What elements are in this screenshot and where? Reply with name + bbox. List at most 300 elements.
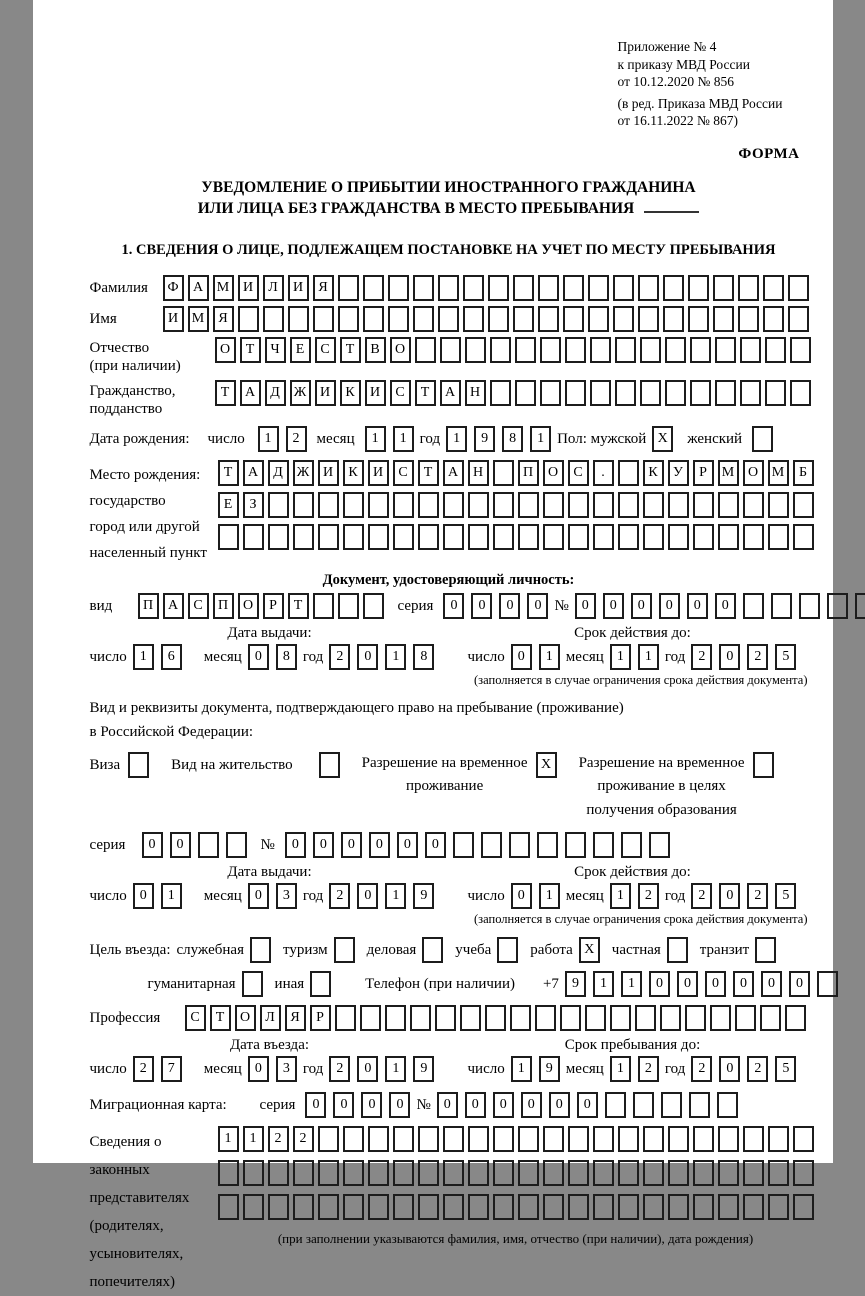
char-cell[interactable]: [752, 426, 773, 452]
char-cell[interactable]: Т: [218, 460, 239, 486]
char-cell[interactable]: [363, 275, 384, 301]
char-cell[interactable]: А: [440, 380, 461, 406]
char-cell[interactable]: [335, 1005, 356, 1031]
char-cell[interactable]: [743, 1194, 764, 1220]
char-cell[interactable]: 0: [499, 593, 520, 619]
char-cell[interactable]: [293, 492, 314, 518]
char-cell[interactable]: [543, 1160, 564, 1186]
char-cell[interactable]: 9: [539, 1056, 560, 1082]
char-cell[interactable]: [218, 524, 239, 550]
char-cell[interactable]: [568, 492, 589, 518]
char-cell[interactable]: [565, 832, 586, 858]
char-cell[interactable]: [661, 1092, 682, 1118]
char-cell[interactable]: [518, 1160, 539, 1186]
char-cell[interactable]: [817, 971, 838, 997]
char-cell[interactable]: К: [343, 460, 364, 486]
char-cell[interactable]: 9: [413, 883, 434, 909]
char-cell[interactable]: [313, 306, 334, 332]
char-cell[interactable]: 0: [511, 883, 532, 909]
char-cell[interactable]: [490, 337, 511, 363]
char-cell[interactable]: [763, 275, 784, 301]
char-cell[interactable]: [718, 1126, 739, 1152]
char-cell[interactable]: И: [365, 380, 386, 406]
char-cell[interactable]: [568, 1126, 589, 1152]
char-cell[interactable]: [753, 752, 774, 778]
char-cell[interactable]: [715, 337, 736, 363]
char-cell[interactable]: [685, 1005, 706, 1031]
char-cell[interactable]: [718, 524, 739, 550]
char-cell[interactable]: [738, 306, 759, 332]
char-cell[interactable]: [613, 306, 634, 332]
char-cell[interactable]: [790, 380, 811, 406]
char-cell[interactable]: 9: [413, 1056, 434, 1082]
char-cell[interactable]: 2: [329, 883, 350, 909]
char-cell[interactable]: 1: [365, 426, 386, 452]
char-cell[interactable]: 9: [474, 426, 495, 452]
char-cell[interactable]: 0: [369, 832, 390, 858]
char-cell[interactable]: [610, 1005, 631, 1031]
char-cell[interactable]: 0: [465, 1092, 486, 1118]
char-cell[interactable]: [568, 524, 589, 550]
char-cell[interactable]: 2: [286, 426, 307, 452]
char-cell[interactable]: .: [593, 460, 614, 486]
char-cell[interactable]: А: [163, 593, 184, 619]
char-cell[interactable]: [667, 937, 688, 963]
char-cell[interactable]: [640, 380, 661, 406]
char-cell[interactable]: [768, 524, 789, 550]
char-cell[interactable]: [613, 275, 634, 301]
char-cell[interactable]: [793, 1194, 814, 1220]
char-cell[interactable]: 2: [691, 1056, 712, 1082]
char-cell[interactable]: [643, 524, 664, 550]
char-cell[interactable]: 0: [397, 832, 418, 858]
char-cell[interactable]: Е: [290, 337, 311, 363]
char-cell[interactable]: [543, 524, 564, 550]
char-cell[interactable]: 0: [659, 593, 680, 619]
char-cell[interactable]: [593, 1194, 614, 1220]
char-cell[interactable]: 0: [575, 593, 596, 619]
char-cell[interactable]: [243, 524, 264, 550]
char-cell[interactable]: [638, 275, 659, 301]
char-cell[interactable]: [318, 1160, 339, 1186]
char-cell[interactable]: [560, 1005, 581, 1031]
char-cell[interactable]: П: [213, 593, 234, 619]
char-cell[interactable]: О: [238, 593, 259, 619]
char-cell[interactable]: 0: [361, 1092, 382, 1118]
char-cell[interactable]: [593, 832, 614, 858]
char-cell[interactable]: [288, 306, 309, 332]
char-cell[interactable]: [668, 492, 689, 518]
char-cell[interactable]: [268, 1160, 289, 1186]
char-cell[interactable]: 2: [329, 1056, 350, 1082]
char-cell[interactable]: [313, 593, 334, 619]
char-cell[interactable]: 0: [549, 1092, 570, 1118]
char-cell[interactable]: [493, 524, 514, 550]
char-cell[interactable]: [293, 1160, 314, 1186]
char-cell[interactable]: 3: [276, 883, 297, 909]
char-cell[interactable]: [621, 832, 642, 858]
char-cell[interactable]: О: [215, 337, 236, 363]
char-cell[interactable]: [438, 275, 459, 301]
char-cell[interactable]: [418, 492, 439, 518]
char-cell[interactable]: [318, 1194, 339, 1220]
char-cell[interactable]: А: [188, 275, 209, 301]
char-cell[interactable]: [460, 1005, 481, 1031]
char-cell[interactable]: [363, 306, 384, 332]
char-cell[interactable]: [518, 1126, 539, 1152]
char-cell[interactable]: В: [365, 337, 386, 363]
char-cell[interactable]: [568, 1160, 589, 1186]
char-cell[interactable]: [643, 1160, 664, 1186]
char-cell[interactable]: [790, 337, 811, 363]
char-cell[interactable]: [468, 1126, 489, 1152]
char-cell[interactable]: Р: [263, 593, 284, 619]
char-cell[interactable]: [563, 306, 584, 332]
char-cell[interactable]: 1: [610, 883, 631, 909]
char-cell[interactable]: Т: [340, 337, 361, 363]
char-cell[interactable]: [468, 1194, 489, 1220]
char-cell[interactable]: Т: [418, 460, 439, 486]
char-cell[interactable]: [593, 1160, 614, 1186]
char-cell[interactable]: [263, 306, 284, 332]
char-cell[interactable]: X: [652, 426, 673, 452]
char-cell[interactable]: П: [138, 593, 159, 619]
char-cell[interactable]: X: [536, 752, 557, 778]
char-cell[interactable]: [343, 1160, 364, 1186]
char-cell[interactable]: [465, 337, 486, 363]
char-cell[interactable]: 2: [747, 1056, 768, 1082]
char-cell[interactable]: 1: [621, 971, 642, 997]
char-cell[interactable]: [238, 306, 259, 332]
char-cell[interactable]: [310, 971, 331, 997]
char-cell[interactable]: [771, 593, 792, 619]
char-cell[interactable]: А: [240, 380, 261, 406]
char-cell[interactable]: 0: [248, 644, 269, 670]
char-cell[interactable]: [668, 1194, 689, 1220]
char-cell[interactable]: К: [340, 380, 361, 406]
char-cell[interactable]: Н: [465, 380, 486, 406]
char-cell[interactable]: 0: [471, 593, 492, 619]
char-cell[interactable]: [740, 337, 761, 363]
char-cell[interactable]: [793, 1160, 814, 1186]
char-cell[interactable]: [535, 1005, 556, 1031]
char-cell[interactable]: 2: [133, 1056, 154, 1082]
char-cell[interactable]: 0: [719, 883, 740, 909]
char-cell[interactable]: М: [188, 306, 209, 332]
char-cell[interactable]: [713, 275, 734, 301]
char-cell[interactable]: 0: [705, 971, 726, 997]
char-cell[interactable]: [638, 306, 659, 332]
char-cell[interactable]: [493, 1160, 514, 1186]
char-cell[interactable]: 0: [313, 832, 334, 858]
char-cell[interactable]: 2: [691, 883, 712, 909]
char-cell[interactable]: [688, 275, 709, 301]
char-cell[interactable]: [788, 275, 809, 301]
char-cell[interactable]: Д: [265, 380, 286, 406]
char-cell[interactable]: 1: [539, 883, 560, 909]
char-cell[interactable]: [543, 492, 564, 518]
char-cell[interactable]: [710, 1005, 731, 1031]
char-cell[interactable]: [493, 492, 514, 518]
char-cell[interactable]: 0: [248, 883, 269, 909]
char-cell[interactable]: [435, 1005, 456, 1031]
char-cell[interactable]: [393, 1160, 414, 1186]
char-cell[interactable]: [509, 832, 530, 858]
char-cell[interactable]: [440, 337, 461, 363]
char-cell[interactable]: [443, 1126, 464, 1152]
char-cell[interactable]: [763, 306, 784, 332]
char-cell[interactable]: [393, 1126, 414, 1152]
char-cell[interactable]: 2: [691, 644, 712, 670]
char-cell[interactable]: [618, 524, 639, 550]
char-cell[interactable]: [268, 1194, 289, 1220]
char-cell[interactable]: [468, 524, 489, 550]
char-cell[interactable]: [518, 492, 539, 518]
char-cell[interactable]: [518, 524, 539, 550]
char-cell[interactable]: 5: [775, 1056, 796, 1082]
char-cell[interactable]: [768, 1194, 789, 1220]
char-cell[interactable]: 6: [161, 644, 182, 670]
char-cell[interactable]: [540, 380, 561, 406]
char-cell[interactable]: [493, 460, 514, 486]
char-cell[interactable]: 1: [610, 1056, 631, 1082]
char-cell[interactable]: [690, 337, 711, 363]
char-cell[interactable]: [615, 337, 636, 363]
char-cell[interactable]: [743, 492, 764, 518]
char-cell[interactable]: [689, 1092, 710, 1118]
char-cell[interactable]: С: [185, 1005, 206, 1031]
char-cell[interactable]: [463, 306, 484, 332]
char-cell[interactable]: [693, 524, 714, 550]
char-cell[interactable]: [743, 593, 764, 619]
char-cell[interactable]: [537, 832, 558, 858]
char-cell[interactable]: 0: [527, 593, 548, 619]
char-cell[interactable]: [635, 1005, 656, 1031]
char-cell[interactable]: [640, 337, 661, 363]
char-cell[interactable]: [453, 832, 474, 858]
char-cell[interactable]: 0: [443, 593, 464, 619]
char-cell[interactable]: А: [443, 460, 464, 486]
char-cell[interactable]: [418, 1126, 439, 1152]
char-cell[interactable]: [543, 1194, 564, 1220]
char-cell[interactable]: [293, 524, 314, 550]
char-cell[interactable]: [481, 832, 502, 858]
char-cell[interactable]: 5: [775, 883, 796, 909]
char-cell[interactable]: 0: [170, 832, 191, 858]
char-cell[interactable]: Е: [218, 492, 239, 518]
char-cell[interactable]: 0: [357, 644, 378, 670]
char-cell[interactable]: 0: [341, 832, 362, 858]
char-cell[interactable]: [368, 1126, 389, 1152]
char-cell[interactable]: [418, 1194, 439, 1220]
char-cell[interactable]: 8: [502, 426, 523, 452]
char-cell[interactable]: Б: [793, 460, 814, 486]
char-cell[interactable]: [618, 1194, 639, 1220]
char-cell[interactable]: 0: [511, 644, 532, 670]
char-cell[interactable]: [360, 1005, 381, 1031]
char-cell[interactable]: [588, 306, 609, 332]
char-cell[interactable]: [593, 492, 614, 518]
char-cell[interactable]: [443, 1194, 464, 1220]
char-cell[interactable]: [343, 1194, 364, 1220]
char-cell[interactable]: [418, 524, 439, 550]
char-cell[interactable]: [490, 380, 511, 406]
char-cell[interactable]: [513, 306, 534, 332]
char-cell[interactable]: [590, 380, 611, 406]
char-cell[interactable]: [510, 1005, 531, 1031]
char-cell[interactable]: 2: [268, 1126, 289, 1152]
char-cell[interactable]: 9: [565, 971, 586, 997]
char-cell[interactable]: [690, 380, 711, 406]
char-cell[interactable]: [438, 306, 459, 332]
char-cell[interactable]: 0: [687, 593, 708, 619]
char-cell[interactable]: 3: [276, 1056, 297, 1082]
char-cell[interactable]: [318, 1126, 339, 1152]
char-cell[interactable]: 0: [649, 971, 670, 997]
char-cell[interactable]: [799, 593, 820, 619]
char-cell[interactable]: [788, 306, 809, 332]
char-cell[interactable]: И: [318, 460, 339, 486]
char-cell[interactable]: [538, 306, 559, 332]
char-cell[interactable]: Р: [693, 460, 714, 486]
char-cell[interactable]: [422, 937, 443, 963]
char-cell[interactable]: З: [243, 492, 264, 518]
char-cell[interactable]: [293, 1194, 314, 1220]
char-cell[interactable]: 0: [677, 971, 698, 997]
char-cell[interactable]: Я: [213, 306, 234, 332]
char-cell[interactable]: 0: [719, 1056, 740, 1082]
char-cell[interactable]: [735, 1005, 756, 1031]
char-cell[interactable]: С: [568, 460, 589, 486]
char-cell[interactable]: [718, 492, 739, 518]
char-cell[interactable]: Л: [260, 1005, 281, 1031]
char-cell[interactable]: 2: [329, 644, 350, 670]
char-cell[interactable]: 0: [521, 1092, 542, 1118]
char-cell[interactable]: [334, 937, 355, 963]
char-cell[interactable]: [717, 1092, 738, 1118]
char-cell[interactable]: [718, 1194, 739, 1220]
char-cell[interactable]: Д: [268, 460, 289, 486]
char-cell[interactable]: [488, 306, 509, 332]
char-cell[interactable]: 1: [385, 644, 406, 670]
char-cell[interactable]: [443, 524, 464, 550]
char-cell[interactable]: 0: [142, 832, 163, 858]
char-cell[interactable]: [368, 492, 389, 518]
char-cell[interactable]: [319, 752, 340, 778]
char-cell[interactable]: [618, 1160, 639, 1186]
char-cell[interactable]: 0: [305, 1092, 326, 1118]
char-cell[interactable]: 0: [248, 1056, 269, 1082]
char-cell[interactable]: [493, 1126, 514, 1152]
char-cell[interactable]: [668, 1126, 689, 1152]
char-cell[interactable]: И: [288, 275, 309, 301]
char-cell[interactable]: [338, 275, 359, 301]
char-cell[interactable]: 2: [638, 883, 659, 909]
char-cell[interactable]: [693, 1126, 714, 1152]
char-cell[interactable]: X: [579, 937, 600, 963]
char-cell[interactable]: [713, 306, 734, 332]
char-cell[interactable]: [218, 1160, 239, 1186]
char-cell[interactable]: С: [315, 337, 336, 363]
char-cell[interactable]: 1: [593, 971, 614, 997]
char-cell[interactable]: [668, 1160, 689, 1186]
char-cell[interactable]: [385, 1005, 406, 1031]
char-cell[interactable]: 0: [357, 1056, 378, 1082]
char-cell[interactable]: И: [238, 275, 259, 301]
char-cell[interactable]: [515, 380, 536, 406]
char-cell[interactable]: [418, 1160, 439, 1186]
char-cell[interactable]: [568, 1194, 589, 1220]
char-cell[interactable]: [388, 306, 409, 332]
char-cell[interactable]: [793, 1126, 814, 1152]
char-cell[interactable]: Т: [210, 1005, 231, 1031]
char-cell[interactable]: 0: [789, 971, 810, 997]
char-cell[interactable]: [268, 492, 289, 518]
char-cell[interactable]: [410, 1005, 431, 1031]
char-cell[interactable]: Ж: [290, 380, 311, 406]
char-cell[interactable]: [565, 337, 586, 363]
char-cell[interactable]: [668, 524, 689, 550]
char-cell[interactable]: [485, 1005, 506, 1031]
char-cell[interactable]: [743, 1126, 764, 1152]
char-cell[interactable]: С: [390, 380, 411, 406]
char-cell[interactable]: Я: [285, 1005, 306, 1031]
char-cell[interactable]: 1: [218, 1126, 239, 1152]
char-cell[interactable]: [768, 1160, 789, 1186]
char-cell[interactable]: 0: [285, 832, 306, 858]
char-cell[interactable]: Ж: [293, 460, 314, 486]
char-cell[interactable]: [827, 593, 848, 619]
char-cell[interactable]: [740, 380, 761, 406]
char-cell[interactable]: 2: [293, 1126, 314, 1152]
char-cell[interactable]: [715, 380, 736, 406]
char-cell[interactable]: И: [315, 380, 336, 406]
char-cell[interactable]: 1: [133, 644, 154, 670]
char-cell[interactable]: 0: [437, 1092, 458, 1118]
char-cell[interactable]: 1: [511, 1056, 532, 1082]
char-cell[interactable]: [593, 1126, 614, 1152]
char-cell[interactable]: Ф: [163, 275, 184, 301]
char-cell[interactable]: 8: [413, 644, 434, 670]
char-cell[interactable]: [393, 492, 414, 518]
char-cell[interactable]: [663, 306, 684, 332]
char-cell[interactable]: [343, 1126, 364, 1152]
char-cell[interactable]: [468, 1160, 489, 1186]
char-cell[interactable]: Я: [313, 275, 334, 301]
char-cell[interactable]: [243, 1160, 264, 1186]
char-cell[interactable]: [343, 524, 364, 550]
char-cell[interactable]: [618, 460, 639, 486]
char-cell[interactable]: [540, 337, 561, 363]
char-cell[interactable]: [688, 306, 709, 332]
char-cell[interactable]: И: [163, 306, 184, 332]
char-cell[interactable]: [663, 275, 684, 301]
char-cell[interactable]: [585, 1005, 606, 1031]
char-cell[interactable]: [226, 832, 247, 858]
char-cell[interactable]: [768, 492, 789, 518]
char-cell[interactable]: 1: [446, 426, 467, 452]
char-cell[interactable]: [693, 492, 714, 518]
char-cell[interactable]: [738, 275, 759, 301]
char-cell[interactable]: [250, 937, 271, 963]
char-cell[interactable]: 0: [133, 883, 154, 909]
char-cell[interactable]: [493, 1194, 514, 1220]
char-cell[interactable]: [590, 337, 611, 363]
char-cell[interactable]: [443, 1160, 464, 1186]
char-cell[interactable]: [388, 275, 409, 301]
char-cell[interactable]: [488, 275, 509, 301]
char-cell[interactable]: [368, 1160, 389, 1186]
